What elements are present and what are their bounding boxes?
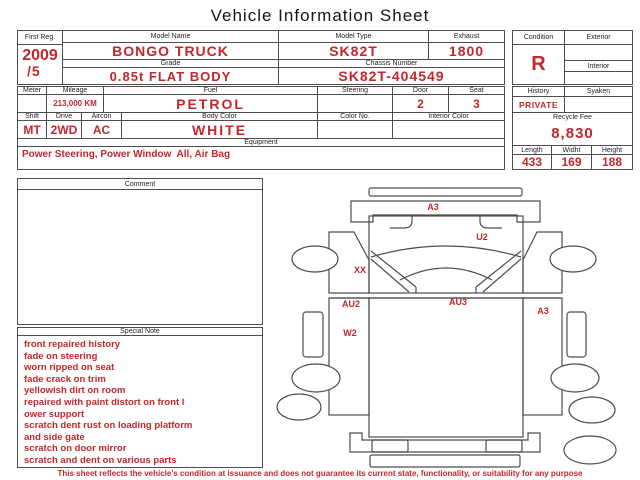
chassis-number-label: Chassis Number [365,60,418,67]
shift-value: MT [18,121,47,138]
syaken-value [565,97,632,112]
bed-floor-shape [369,298,523,437]
steering-label: Steering [318,87,393,94]
special-note-line: worn ripped on seat [24,362,115,374]
comment-value [18,190,262,324]
steering-value [318,95,393,112]
damage-label-cab-left: XX [353,265,367,275]
front-wheel-left [292,246,338,272]
disclaimer-text: This sheet reflects the vehicle's condition at issuance and does not guarantee its current state, functionality, or suitability for any purpose [57,469,583,478]
tail-lamp-left [372,440,408,452]
aircon-value: AC [82,121,122,138]
shift-label: Shift [18,113,47,120]
windshield-bottom-arc [400,268,492,280]
grade-value: 0.85t FLAT BODY [63,68,279,84]
cab-corner-right-shape [480,216,502,228]
spec-table [17,86,505,170]
special-note-line: repaired with paint distort on front l [24,396,185,408]
syaken-label: Syaken [586,88,611,95]
gate-post-right [567,312,586,357]
special-note-line: and side gate [24,431,85,443]
seat-label: Seat [469,87,484,94]
history-table [512,86,633,170]
comment-label: Comment [18,179,262,190]
body-color-label: Body Color [122,113,318,120]
exterior-label: Exterior [565,31,632,45]
rear-wheel-right-inner [569,397,615,423]
first-reg-month: /5 [27,62,41,79]
special-note-line: scratch dent rust on loading platform [24,420,193,432]
bed-side-left [329,298,369,415]
first-reg-cell [18,31,63,84]
height-value: 188 [601,155,623,169]
chassis-number-value: SK82T-404549 [338,68,445,84]
condition-label: Condition [513,31,564,45]
mileage-label: Mileage [47,87,104,94]
color-no-value [318,121,393,138]
comment-box [17,178,263,325]
damage-label-bed-right: A3 [537,306,549,316]
interior-value [565,72,632,84]
exterior-value [565,45,632,61]
pillar-right-shape [476,251,521,293]
rear-wheel-right-outer [551,364,599,392]
drive-label: Drive [47,113,82,120]
exhaust-value: 1800 [448,43,485,59]
equipment-value: Power Steering, Power Window All, Air Bag [22,149,231,160]
color-no-label: Color No. [318,113,393,120]
damage-label-bed-front: AU3 [448,297,468,307]
recycle-fee-value: 8,830 [551,125,594,142]
spare-wheel [564,436,616,464]
gate-post-left [303,312,323,357]
cab-corner-left-shape [390,216,412,228]
rear-wheel-left-inner [277,394,321,420]
rear-wheel-left-outer [292,364,340,392]
recycle-fee-label: Recycle Fee [553,114,592,121]
special-note-line: scratch and dent on various parts [24,454,177,466]
aircon-label: Aircon [82,113,122,120]
interior-color-value [393,121,504,138]
height-label: Height [601,146,623,154]
special-note-line: yellowish dirt on room [24,385,126,397]
first-reg-year: 2009 [22,46,58,64]
damage-label-gate-left: W2 [343,328,357,338]
tail-lamp-right [486,440,522,452]
front-wheel-right [550,246,596,272]
history-label: History [513,87,565,96]
special-note-box [17,327,263,468]
special-note-list [18,336,262,470]
body-color-value: WHITE [122,121,318,138]
special-note-label: Special Note [18,328,262,336]
length-label: Length [513,146,552,154]
windshield-top-arc [371,246,521,257]
exhaust-label: Exhaust [453,33,480,40]
width-value: 169 [552,155,592,169]
door-value: 2 [393,95,449,112]
damage-label-front-bumper: A3 [427,202,439,212]
front-panel-shape [369,188,522,196]
model-name-label: Model Name [63,31,279,42]
pillar-left-shape [371,251,416,293]
interior-color-label: Interior Color [428,113,469,120]
drive-value: 2WD [47,121,82,138]
fuel-value: PETROL [104,95,318,112]
page-title: Vehicle Information Sheet [210,6,430,25]
special-note-line: front repaired history [24,339,121,350]
fuel-label: Fuel [104,87,318,94]
special-note-line: ower support [24,408,85,420]
special-note-line: fade crack on trim [24,373,106,385]
equipment-label: Equipment [244,139,278,146]
interior-label: Interior [565,61,632,72]
first-reg-label: First Reg. [18,31,62,45]
grade-label: Grade [63,60,279,67]
condition-table [512,30,633,85]
damage-label-bed-left-front: AU2 [341,299,361,309]
rear-gate-bar [370,455,520,467]
condition-value: R [531,53,546,75]
model-table [17,30,505,85]
special-note-line: scratch on door mirror [24,443,127,455]
front-bumper-shape [351,201,540,222]
length-value: 433 [513,155,552,169]
model-name-value: BONGO TRUCK [63,43,279,59]
rear-bumper-shape [350,433,540,452]
meter-label: Meter [18,87,47,94]
vehicle-damage-diagram [276,183,640,470]
seat-value: 3 [473,96,480,111]
history-value: PRIVATE [513,97,565,112]
model-type-label: Model Type [279,31,429,42]
door-label: Door [393,87,449,94]
meter-value [18,95,47,112]
damage-label-windshield: U2 [476,232,488,242]
model-type-value: SK82T [279,43,429,59]
width-label: Widht [552,146,592,154]
mileage-value: 213,000 KM [47,95,104,112]
special-note-line: fade on steering [24,350,98,362]
